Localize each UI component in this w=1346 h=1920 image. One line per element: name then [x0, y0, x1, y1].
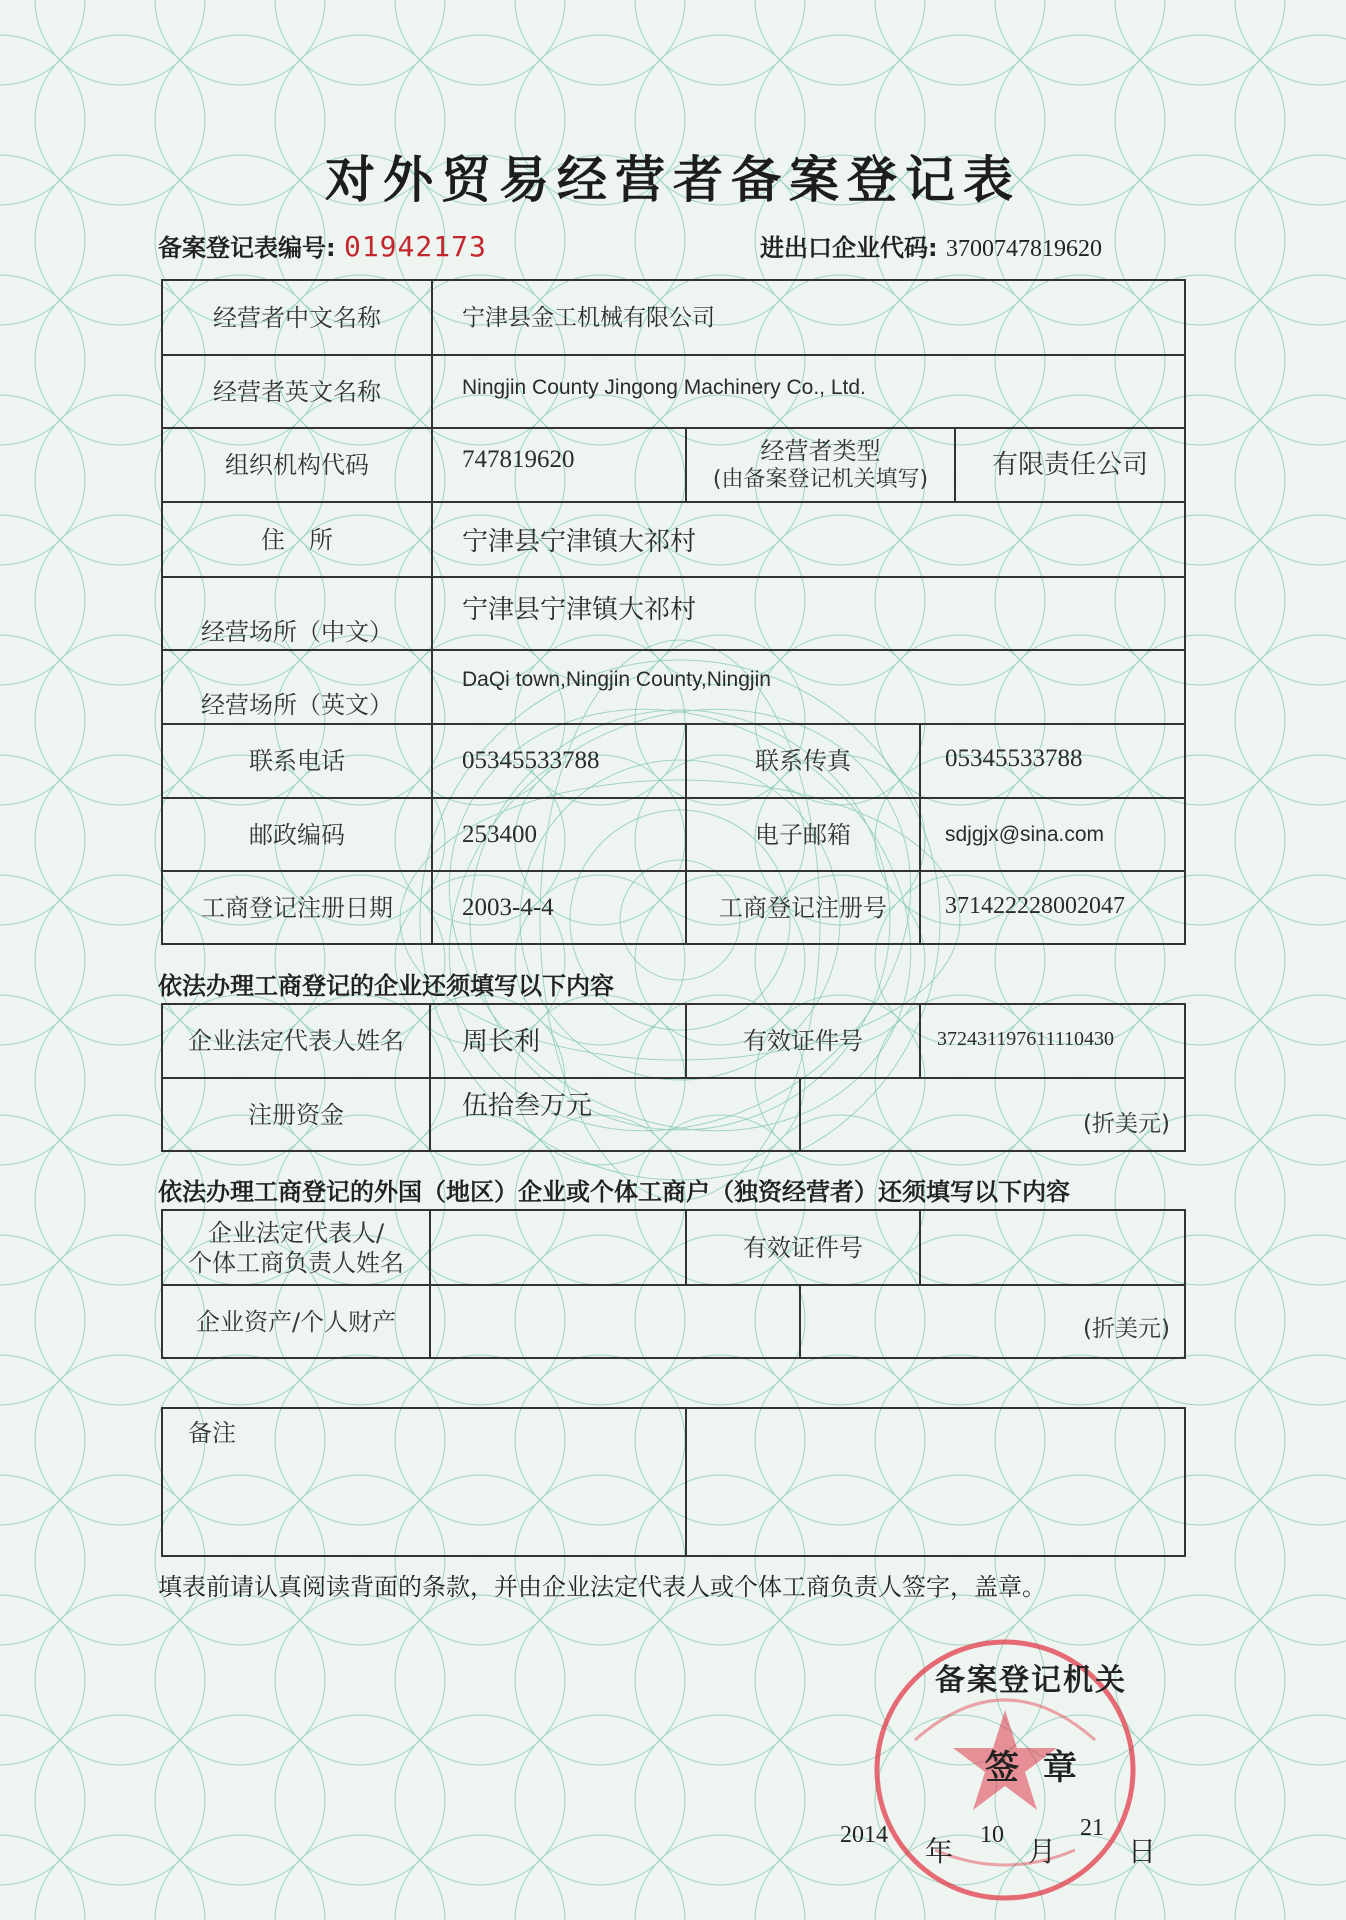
- reg-number-field-value: 371422228002047: [945, 892, 1125, 919]
- fax-value: 05345533788: [945, 745, 1083, 772]
- address-value: 宁津县宁津镇大祁村: [462, 527, 697, 557]
- reg-date-label: 工商登记注册日期: [201, 893, 393, 922]
- reg-number-value: 01942173: [343, 230, 487, 263]
- place-cn-label: 经营场所（中文）: [201, 617, 393, 646]
- authority-label: 备案登记机关: [935, 1663, 1127, 1698]
- foreign-rep-label-line1: 企业法定代表人/: [207, 1218, 385, 1247]
- name-en-label: 经营者英文名称: [213, 377, 381, 406]
- section2-heading: 依法办理工商登记的外国（地区）企业或个体工商户（独资经营者）还须填写以下内容: [158, 1178, 1070, 1206]
- fax-label: 联系传真: [755, 747, 851, 775]
- name-cn-value: 宁津县金工机械有限公司: [462, 304, 715, 331]
- address-label: 住 所: [261, 525, 333, 554]
- id-label: 有效证件号: [743, 1027, 863, 1055]
- date-year: 2014: [840, 1822, 888, 1848]
- legal-rep-value: 周长利: [462, 1026, 541, 1057]
- operator-type-value: 有限责任公司: [991, 449, 1148, 480]
- sign-seal-label: 签章: [985, 1748, 1101, 1788]
- name-en-value: Ningjin County Jingong Machinery Co., Ltd.: [462, 375, 866, 399]
- legal-rep-label: 企业法定代表人姓名: [188, 1027, 404, 1055]
- usd-label-2: (折美元): [1083, 1316, 1170, 1342]
- phone-label: 联系电话: [249, 747, 345, 775]
- date-year-char: 年: [925, 1835, 954, 1868]
- place-en-value: DaQi town,Ningjin County,Ningjin: [462, 668, 771, 691]
- document-title: 对外贸易经营者备案登记表: [325, 151, 1021, 209]
- foreign-rep-label-line2: 个体工商负责人姓名: [188, 1248, 404, 1277]
- place-en-label: 经营场所（英文）: [201, 691, 393, 719]
- phone-value: 05345533788: [462, 747, 600, 774]
- remarks-label: 备注: [188, 1419, 236, 1447]
- org-code-value: 747819620: [462, 446, 575, 473]
- section1-heading: 依法办理工商登记的企业还须填写以下内容: [158, 972, 614, 1000]
- enterprise-code-label: 进出口企业代码:: [760, 234, 938, 262]
- capital-value: 伍拾叁万元: [462, 1090, 593, 1121]
- email-label: 电子邮箱: [755, 820, 851, 849]
- enterprise-code-value: 3700747819620: [945, 236, 1102, 262]
- postcode-value: 253400: [462, 820, 537, 848]
- date-day-char: 日: [1128, 1835, 1157, 1868]
- reg-number-label: 备案登记表编号:: [158, 234, 336, 262]
- reg-number-field-label: 工商登记注册号: [719, 893, 887, 922]
- reg-date-value: 2003-4-4: [462, 893, 554, 921]
- usd-label-1: (折美元): [1083, 1111, 1170, 1137]
- place-cn-value: 宁津县宁津镇大祁村: [462, 594, 697, 625]
- id-value: 372431197611110430: [937, 1027, 1115, 1050]
- postcode-label: 邮政编码: [249, 820, 345, 849]
- capital-label: 注册资金: [248, 1100, 344, 1129]
- email-value: sdjgjx@sina.com: [945, 822, 1105, 846]
- foreign-id-label: 有效证件号: [743, 1233, 863, 1262]
- foreign-rep-label: [162, 1210, 430, 1285]
- date-month-char: 月: [1028, 1835, 1057, 1868]
- org-code-label: 组织机构代码: [225, 451, 369, 479]
- operator-type-label: [686, 428, 955, 502]
- operator-type-label-line2: (由备案登记机关填写): [712, 467, 929, 493]
- operator-type-label-line1: 经营者类型: [760, 437, 881, 466]
- date-day: 21: [1080, 1815, 1104, 1841]
- date-month: 10: [980, 1822, 1004, 1848]
- footer-note: 填表前请认真阅读背面的条款，并由企业法定代表人或个体工商负责人签字，盖章。: [158, 1573, 1046, 1601]
- name-cn-label: 经营者中文名称: [213, 303, 381, 332]
- assets-label: 企业资产/个人财产: [195, 1307, 397, 1336]
